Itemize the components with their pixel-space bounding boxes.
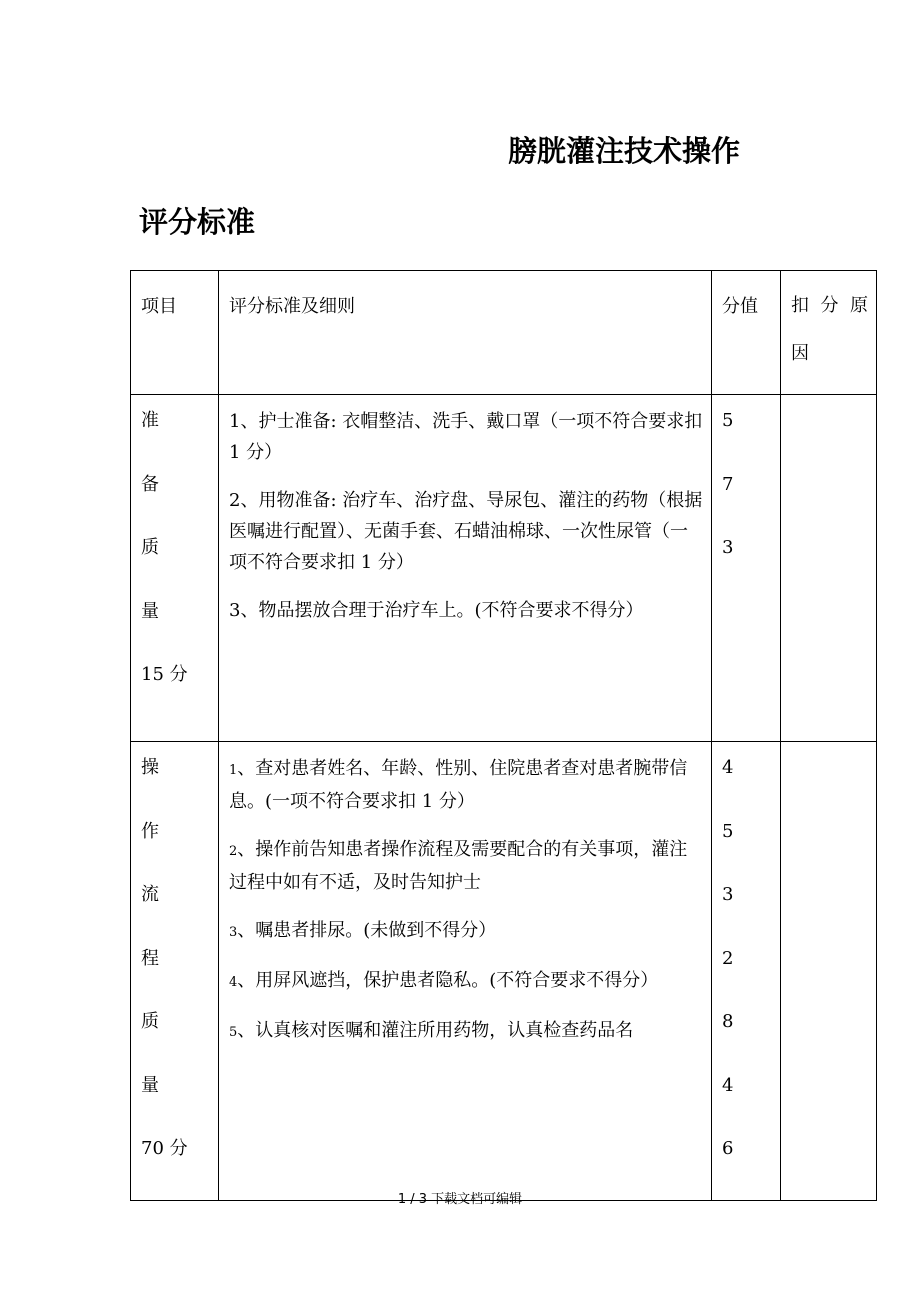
- score-value: 4: [722, 757, 734, 778]
- header-deduction-line2: 因: [791, 343, 809, 364]
- criteria-preparation: [219, 395, 712, 742]
- score-value: 4: [722, 1074, 734, 1096]
- criterion: 3、物品摆放合理于治疗车上。(不符合要求不得分）: [229, 600, 644, 621]
- document-title: 膀胱灌注技术操作: [508, 134, 741, 168]
- item-char: 作: [141, 820, 159, 842]
- header-score: 分值: [712, 271, 781, 395]
- scores-preparation: [712, 395, 781, 742]
- criterion: 1、护士准备: 衣帽整洁、洗手、戴口罩（一项不符合要求扣 1 分）: [229, 411, 703, 463]
- criterion: 2、用物准备: 治疗车、治疗盘、导尿包、灌注的药物（根据医嘱进行配置）、无菌手套、石蜡油棉球、一次性尿管（一项不符合要求扣 1 分）: [229, 490, 703, 573]
- header-deduction-reason: [781, 271, 877, 395]
- score-value: 5: [722, 820, 734, 842]
- item-char: 程: [141, 947, 159, 969]
- deduction-reason-cell[interactable]: [781, 395, 877, 742]
- header-row: [131, 271, 877, 395]
- scoring-table: [130, 270, 877, 1201]
- item-char: 量: [141, 600, 159, 622]
- scores-operation: [712, 742, 781, 1201]
- item-char: 质: [141, 1011, 159, 1032]
- criteria-operation: [219, 742, 712, 1201]
- header-criteria: 评分标准及细则: [219, 271, 712, 395]
- criterion: 3、嘱患者排尿。(未做到不得分）: [229, 920, 497, 941]
- item-char: 质: [141, 537, 159, 558]
- criterion: 5、认真核对医嘱和灌注所用药物，认真检查药品名: [229, 1020, 634, 1041]
- score-value: 6: [722, 1138, 734, 1159]
- criterion: 4、用屏风遮挡，保护患者隐私。(不符合要求不得分）: [229, 970, 659, 991]
- score-value: 7: [722, 473, 734, 495]
- score-value: 5: [722, 410, 734, 431]
- item-char: 准: [141, 410, 159, 431]
- item-points: 70 分: [141, 1138, 188, 1159]
- score-value: 2: [722, 947, 734, 969]
- score-value: 8: [722, 1011, 734, 1032]
- item-char: 备: [141, 473, 159, 495]
- item-char: 量: [141, 1074, 159, 1096]
- score-value: 3: [722, 537, 734, 558]
- table-row-operation: [131, 742, 877, 1201]
- score-value: 3: [722, 884, 734, 905]
- criterion: 2、操作前告知患者操作流程及需要配合的有关事项，灌注过程中如有不适，及时告知护士: [229, 839, 688, 893]
- item-char: 操: [141, 757, 159, 778]
- item-operation: [131, 742, 219, 1201]
- document-subtitle: 评分标准: [139, 205, 256, 239]
- table-row-preparation: [131, 395, 877, 742]
- item-char: 流: [141, 884, 159, 905]
- header-item: 项目: [131, 271, 219, 395]
- page-footer: 1 / 3 下载文档可编辑: [397, 1192, 523, 1207]
- criterion: 1、查对患者姓名、年龄、性别、住院患者查对患者腕带信息。(一项不符合要求扣 1 分）: [229, 758, 688, 812]
- item-preparation: [131, 395, 219, 742]
- deduction-reason-cell[interactable]: [781, 742, 877, 1201]
- item-points: 15 分: [141, 664, 188, 685]
- header-deduction-line1: 扣分原: [791, 295, 868, 316]
